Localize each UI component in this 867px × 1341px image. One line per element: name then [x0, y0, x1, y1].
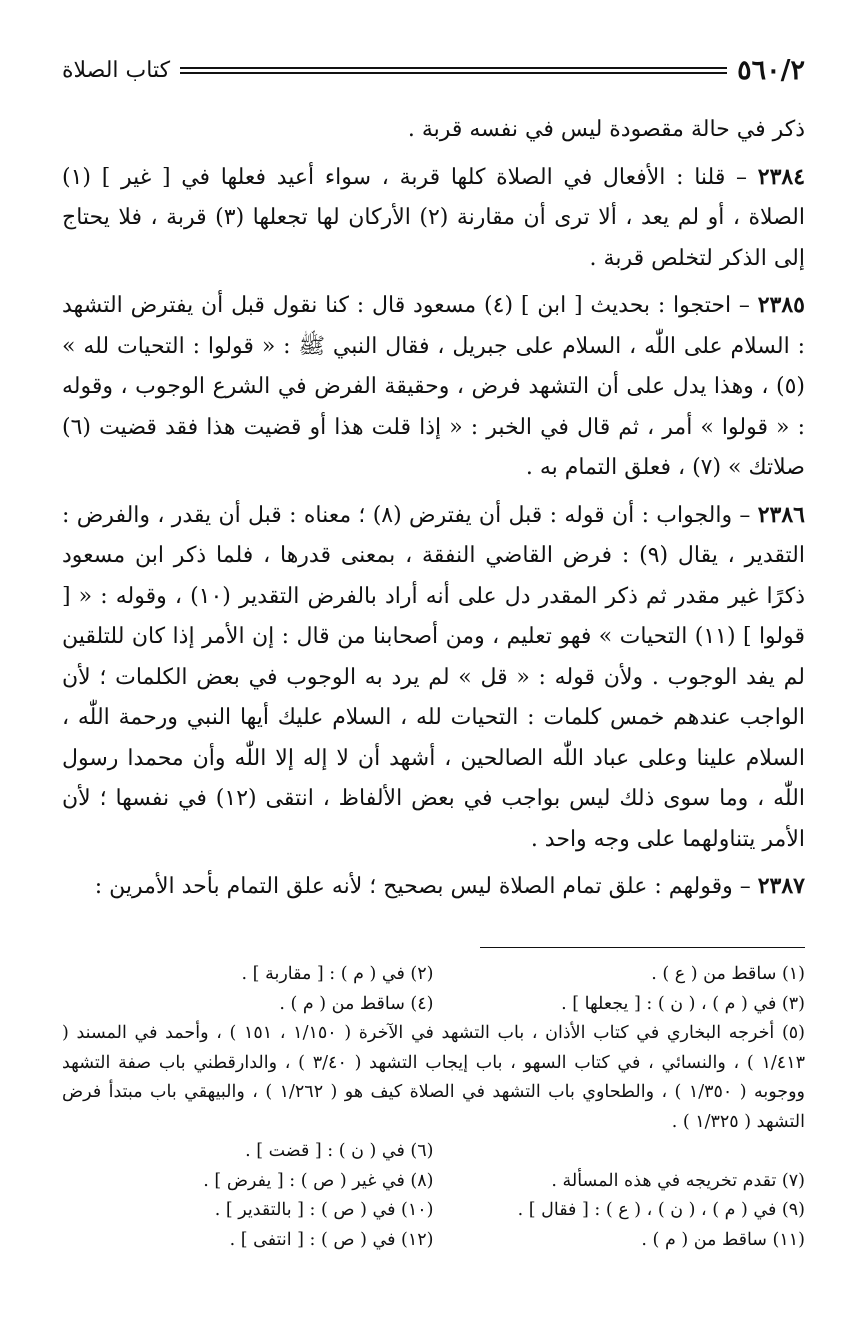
page-number: ٥٦٠/٢: [737, 54, 805, 86]
page-header: [62, 50, 805, 90]
paragraph-number: ٢٣٨٧: [757, 873, 805, 899]
paragraph-continuation: ذكر في حالة مقصودة ليس في نفسه قربة .: [407, 117, 805, 142]
footnote-separator: [480, 947, 805, 948]
paragraph-text: – وقولهم : علق تمام الصلاة ليس بصحيح ؛ لأنه علق التمام بأحد الأمرين :: [94, 874, 751, 899]
footnote-1: (١) ساقط من ( ع ) .: [651, 964, 805, 984]
header-rule: [180, 67, 727, 74]
footnote-row: [62, 1167, 805, 1197]
footnote-4: (٤) ساقط من ( م ) .: [279, 993, 434, 1014]
footnote-10: (١٠) في ( ص ) : [ بالتقدير ] .: [214, 1200, 434, 1220]
footnotes: [62, 960, 805, 1255]
paragraph-2384: [62, 157, 805, 280]
paragraph-2385: [62, 285, 805, 489]
main-text: [62, 110, 805, 914]
paragraph-number: ٢٣٨٥: [757, 292, 805, 318]
paragraph-number: ٢٣٨٦: [757, 501, 805, 528]
footnote-5: (٥) أخرجه البخاري في كتاب الأذان ، باب التشهد في الآخرة ( ١/١٥٠ ، ١٥١ ) ، وأحمد في المسند ( ١/٤١٣ ) ، والنسائي ، في كتاب السهو ، باب إيجاب التشهد ( ٣/٤٠ ) ، والدارقطني باب صفة التشهد ووجوبه ( ١/٣٥٠ ) ، والطحاوي باب التشهد في الصلاة كيف هو ( ١/٢٦٢ ) ، والبيهقي باب مبتدأ فرض التشهد ( ١/٣٢٥ ) .: [62, 1023, 806, 1132]
paragraph-text: – والجواب : أن قوله : قبل أن يفترض (٨) ؛ معناه : قبل أن يقدر ، والفرض : التقدير ، يقال (٩) : فرض القاضي النفقة ، بمعنى قدرها ، فلما ذكر ابن مسعود ذكرًا غير مقدر ثم ذكر المقدر دل على أنه أراد بالفرض التقدير (١٠) ، وقوله : « [ قولوا ] (١١) التحيات » فهو تعليم ، ومن أصحابنا من قال : إن الأمر إذا كان للتلقين لم يفد الوجوب . ولأن قوله : « قل » لم يرد به الوجوب في بعض الكلمات ؛ لأن الواجب عندهم خمس كلمات : التحيات لله ، السلام عليك أيها النبي ورحمة اللّٰه ، السلام علينا وعلى عباد اللّٰه الصالحين ، أشهد أن لا إله إلا اللّٰه وأن محمدا رسول اللّٰه ، وما سوى ذلك ليس بواجب في بعض الألفاظ ، انتقى (١٢) في نفسها ؛ لأن الأمر يتناولهما على وجه واحد .: [62, 502, 806, 852]
footnote-12: (١٢) في ( ص ) : [ انتفى ] .: [229, 1229, 434, 1250]
footnote-row: [62, 1137, 805, 1167]
footnote-row: [62, 1196, 805, 1226]
paragraph-2386: [62, 495, 805, 861]
footnote-7: (٧) تقدم تخريجه في هذه المسألة .: [551, 1170, 805, 1191]
footnote-9: (٩) في ( م ) ، ( ن ) ، ( ع ) : [ فقال ] .: [517, 1200, 805, 1220]
paragraph-2387: [62, 866, 805, 908]
footnote-8: (٨) في غير ( ص ) : [ يفرض ] .: [203, 1170, 434, 1191]
paragraph-number: ٢٣٨٤: [757, 163, 806, 190]
footnote-6: (٦) في ( ن ) : [ قضت ] .: [245, 1141, 434, 1161]
footnote-row: [62, 990, 805, 1020]
paragraph-text: – قلنا : الأفعال في الصلاة كلها قربة ، سواء أعيد فعلها في [ غير ] (١) الصلاة ، أو لم يعد ، ألا ترى أن مقارنة (٢) الأركان لها تجعلها (٣) قربة ، فلا يحتاج إلى الذكر لتخلص قربة .: [62, 164, 805, 271]
footnote-row: [62, 1226, 805, 1256]
running-title: كتاب الصلاة: [62, 57, 171, 83]
footnote-11: (١١) ساقط من ( م ) .: [641, 1229, 805, 1250]
footnote-2: (٢) في ( م ) : [ مقاربة ] .: [241, 964, 434, 984]
footnote-3: (٣) في ( م ) ، ( ن ) : [ يجعلها ] .: [561, 993, 805, 1014]
footnote-row: [62, 960, 805, 990]
paragraph-text: – احتجوا : بحديث [ ابن ] (٤) مسعود قال : كنا نقول قبل أن يفترض التشهد : السلام على اللّٰه ، السلام على جبريل ، فقال النبي ﷺ : « قولوا : التحيات لله » (٥) ، وهذا يدل على أن التشهد فرض ، وحقيقة الفرض في الشرع الوجوب ، وقوله : « قولوا » أمر ، ثم قال في الخبر : « إذا قلت هذا أو قضيت هذا فقد قضيت (٦) صلاتك » (٧) ، فعلق التمام به .: [62, 293, 805, 480]
